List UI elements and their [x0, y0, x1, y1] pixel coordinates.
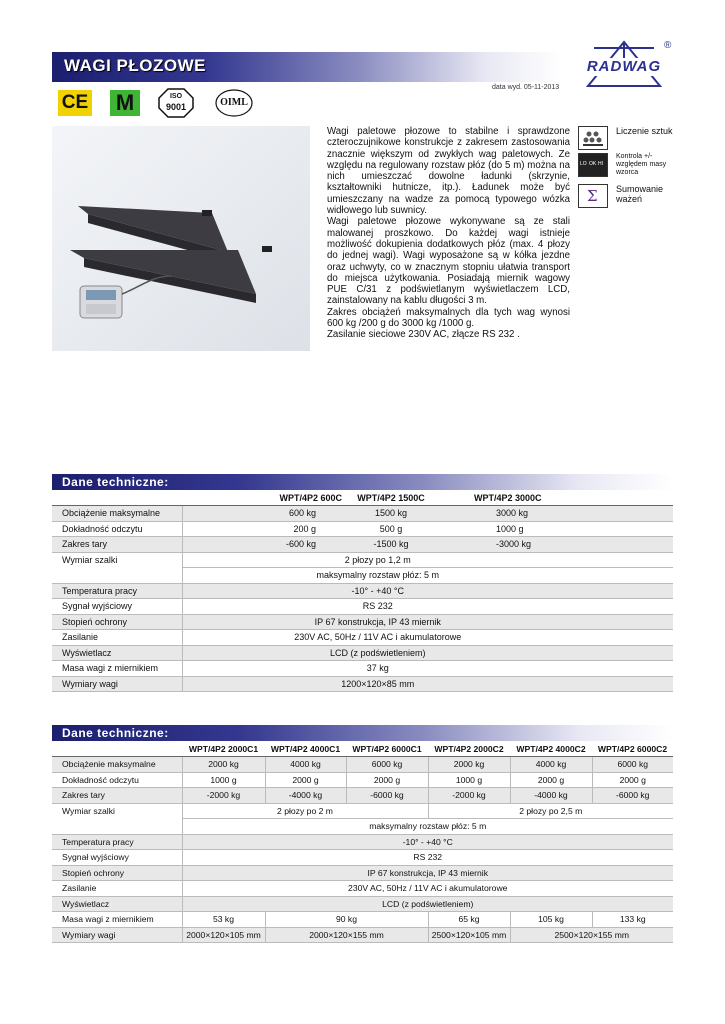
product-description — [327, 126, 570, 341]
model-header: WPT/4P2 4000C1 — [265, 741, 346, 757]
row-label: Wymiar szalki — [52, 552, 182, 568]
row-label — [52, 819, 182, 835]
cell: 4000 kg — [265, 757, 346, 773]
section-title: Dane techniczne: — [62, 726, 169, 740]
table-row — [52, 850, 673, 866]
cell: -6000 kg — [346, 788, 428, 804]
spec-table-2 — [52, 741, 673, 943]
logo-text: RADWAG — [586, 58, 662, 75]
cell: 1000 g — [434, 521, 673, 537]
iso-label: ISO — [169, 93, 183, 100]
feature-label: Liczenie sztuk — [616, 126, 673, 136]
cell: 2000×120×155 mm — [265, 927, 428, 943]
issue-date: data wyd. 05-11-2013 — [492, 84, 560, 91]
cell: 90 kg — [265, 912, 428, 928]
cell: -600 kg — [182, 537, 348, 553]
row-label: Wymiary wagi — [52, 676, 182, 692]
row-label: Zakres tary — [52, 537, 182, 553]
cell: 230V AC, 50Hz / 11V AC i akumulatorowe — [182, 630, 673, 646]
row-label: Wymiary wagi — [52, 927, 182, 943]
table-row — [52, 676, 673, 692]
cell: 2 płozy po 1,2 m — [182, 552, 673, 568]
piece-counting-icon — [578, 126, 608, 150]
table-row — [52, 552, 673, 568]
feature-label: Sumowanie ważeń — [616, 184, 664, 204]
table-row — [52, 772, 673, 788]
cell: 105 kg — [510, 912, 592, 928]
ce-mark-badge: CE — [58, 90, 92, 116]
table-header-row — [52, 741, 673, 757]
cell: 2 płozy po 2 m — [182, 803, 428, 819]
cell: 2000 g — [346, 772, 428, 788]
checkweighing-lo: LO — [580, 161, 587, 167]
product-photo — [52, 126, 310, 351]
cell: 1000 g — [182, 772, 265, 788]
row-label: Masa wagi z miernikiem — [52, 912, 182, 928]
table-row — [52, 757, 673, 773]
table-row — [52, 927, 673, 943]
table-row — [52, 645, 673, 661]
table-row — [52, 819, 673, 835]
row-label: Zasilanie — [52, 881, 182, 897]
oiml-badge — [214, 89, 254, 117]
cell: -1500 kg — [348, 537, 434, 553]
row-label: Zasilanie — [52, 630, 182, 646]
checkweighing-hi: HI — [598, 161, 603, 167]
table-row — [52, 896, 673, 912]
model-header: WPT/4P2 3000C — [434, 490, 673, 506]
cell: RS 232 — [182, 850, 673, 866]
checkweighing-ok: OK — [589, 161, 597, 167]
page-title: WAGI PŁOZOWE — [64, 56, 206, 75]
sigma-glyph: Σ — [587, 187, 598, 205]
cell: 500 g — [348, 521, 434, 537]
row-label — [52, 568, 182, 584]
row-label: Obciążenie maksymalne — [52, 757, 182, 773]
table-row — [52, 788, 673, 804]
row-label: Sygnał wyjściowy — [52, 599, 182, 615]
iso-number: 9001 — [165, 102, 187, 112]
table-row — [52, 583, 673, 599]
spec-section-header-1 — [52, 474, 673, 490]
cell: -3000 kg — [434, 537, 673, 553]
row-label: Stopień ochrony — [52, 614, 182, 630]
cell: 6000 kg — [592, 757, 673, 773]
cell: 6000 kg — [346, 757, 428, 773]
model-header: WPT/4P2 1500C — [348, 490, 434, 506]
spec-table-1 — [52, 490, 673, 692]
cell: 1500 kg — [348, 506, 434, 522]
row-label: Dokładność odczytu — [52, 772, 182, 788]
checkweighing-icon — [578, 153, 608, 177]
cell: 2000 kg — [428, 757, 510, 773]
table-row — [52, 881, 673, 897]
cell: 2500×120×155 mm — [510, 927, 673, 943]
row-label: Temperatura pracy — [52, 583, 182, 599]
cell: 1000 g — [428, 772, 510, 788]
feature-piece-counting — [578, 126, 673, 152]
model-header: WPT/4P2 2000C2 — [428, 741, 510, 757]
iso-9001-badge — [158, 88, 194, 118]
feature-checkweighing — [578, 153, 673, 179]
row-label: Zakres tary — [52, 788, 182, 804]
cell: LCD (z podświetleniem) — [182, 896, 673, 912]
description-paragraph: Zasilanie sieciowe 230V AC, złącze RS 232 . — [327, 329, 520, 341]
section-title: Dane techniczne: — [62, 475, 169, 489]
table-row — [52, 661, 673, 677]
cell: -2000 kg — [428, 788, 510, 804]
cell: 65 kg — [428, 912, 510, 928]
cell: IP 67 konstrukcja, IP 43 miernik — [182, 614, 673, 630]
cell: 3000 kg — [434, 506, 673, 522]
metrology-m-badge: M — [110, 90, 140, 116]
description-paragraph: Wagi paletowe płozowe wykonywane są ze stali malowanej proszkowo. Do każdej wagi istnieje możliwość dokupienia dodatkowych płóz (max. 4 płozy do jednej wagi). Wagi wyposażone są w kółka jezdne oraz uchwyty, co w znacznym stopniu ułatwia transport do miejsca użytkowania. Posiadają miernik wagowy PUE C/31 z podświetlanym wyświetlaczem LCD, zainstalowany na kablu długości 3 m. — [327, 216, 570, 307]
cell: RS 232 — [182, 599, 673, 615]
cell: 2000 g — [265, 772, 346, 788]
model-header: WPT/4P2 600C — [182, 490, 348, 506]
title-bar — [52, 52, 562, 82]
model-header: WPT/4P2 6000C1 — [346, 741, 428, 757]
row-label: Stopień ochrony — [52, 865, 182, 881]
feature-label: Kontrola +/- względem masy wzorca — [616, 153, 667, 176]
table-row — [52, 568, 673, 584]
model-header: WPT/4P2 4000C2 — [510, 741, 592, 757]
cell: maksymalny rozstaw płóz: 5 m — [182, 568, 673, 584]
model-header: WPT/4P2 6000C2 — [592, 741, 673, 757]
cell: 200 g — [182, 521, 348, 537]
cell: maksymalny rozstaw płóz: 5 m — [182, 819, 673, 835]
beam-scale-illustration — [52, 126, 310, 351]
spec-section-header-2 — [52, 725, 673, 741]
description-paragraph: Wagi paletowe płozowe to stabilne i sprawdzone czteroczujnikowe konstrukcje z zakresem zastosowania znacznie większym od zwykłych wag paletowych. Ze względu na regulowany rozstaw płóz (do 5 m) można na nich umieszczać dowolne ładunki (skrzynie, kształtowniki hutnicze, itp.). Ładunek może być umieszczany na wadze za pomocą typowego wózka widłowego lub suwnicy. — [327, 126, 570, 217]
table-row — [52, 912, 673, 928]
feature-totalizing — [578, 184, 673, 210]
table-row — [52, 521, 673, 537]
row-label: Dokładność odczytu — [52, 521, 182, 537]
row-label: Obciążenie maksymalne — [52, 506, 182, 522]
cell: -2000 kg — [182, 788, 265, 804]
description-paragraph: Zakres obciążeń maksymalnych dla tych wag wynosi 600 kg /200 g do 3000 kg /1000 g. — [327, 306, 570, 330]
row-label: Sygnał wyjściowy — [52, 850, 182, 866]
registered-mark: ® — [664, 40, 672, 51]
cell: 2000 kg — [182, 757, 265, 773]
row-label: Wyświetlacz — [52, 645, 182, 661]
cell: LCD (z podświetleniem) — [182, 645, 673, 661]
cell: 53 kg — [182, 912, 265, 928]
cell: -10° - +40 °C — [182, 583, 673, 599]
oiml-label: OIML — [220, 97, 248, 108]
table-row — [52, 599, 673, 615]
table-row — [52, 630, 673, 646]
table-row — [52, 537, 673, 553]
table-row — [52, 865, 673, 881]
radwag-logo — [574, 40, 678, 88]
cell: 133 kg — [592, 912, 673, 928]
cell: 2 płozy po 2,5 m — [428, 803, 673, 819]
table-row — [52, 803, 673, 819]
cell: -4000 kg — [510, 788, 592, 804]
row-label: Masa wagi z miernikiem — [52, 661, 182, 677]
cell: 37 kg — [182, 661, 673, 677]
cell: IP 67 konstrukcja, IP 43 miernik — [182, 865, 673, 881]
table-row — [52, 834, 673, 850]
row-label: Wyświetlacz — [52, 896, 182, 912]
table-row — [52, 506, 673, 522]
cell: -10° - +40 °C — [182, 834, 673, 850]
cell: 230V AC, 50Hz / 11V AC i akumulatorowe — [182, 881, 673, 897]
row-label: Temperatura pracy — [52, 834, 182, 850]
model-header: WPT/4P2 2000C1 — [182, 741, 265, 757]
cell: 2500×120×105 mm — [428, 927, 510, 943]
totalizing-icon — [578, 184, 608, 208]
cell: 2000×120×105 mm — [182, 927, 265, 943]
cell: 4000 kg — [510, 757, 592, 773]
cell: 2000 g — [510, 772, 592, 788]
cell: -6000 kg — [592, 788, 673, 804]
table-header-row — [52, 490, 673, 506]
row-label: Wymiar szalki — [52, 803, 182, 819]
cell: -4000 kg — [265, 788, 346, 804]
cell: 1200×120×85 mm — [182, 676, 673, 692]
cell: 2000 g — [592, 772, 673, 788]
cell: 600 kg — [182, 506, 348, 522]
table-row — [52, 614, 673, 630]
